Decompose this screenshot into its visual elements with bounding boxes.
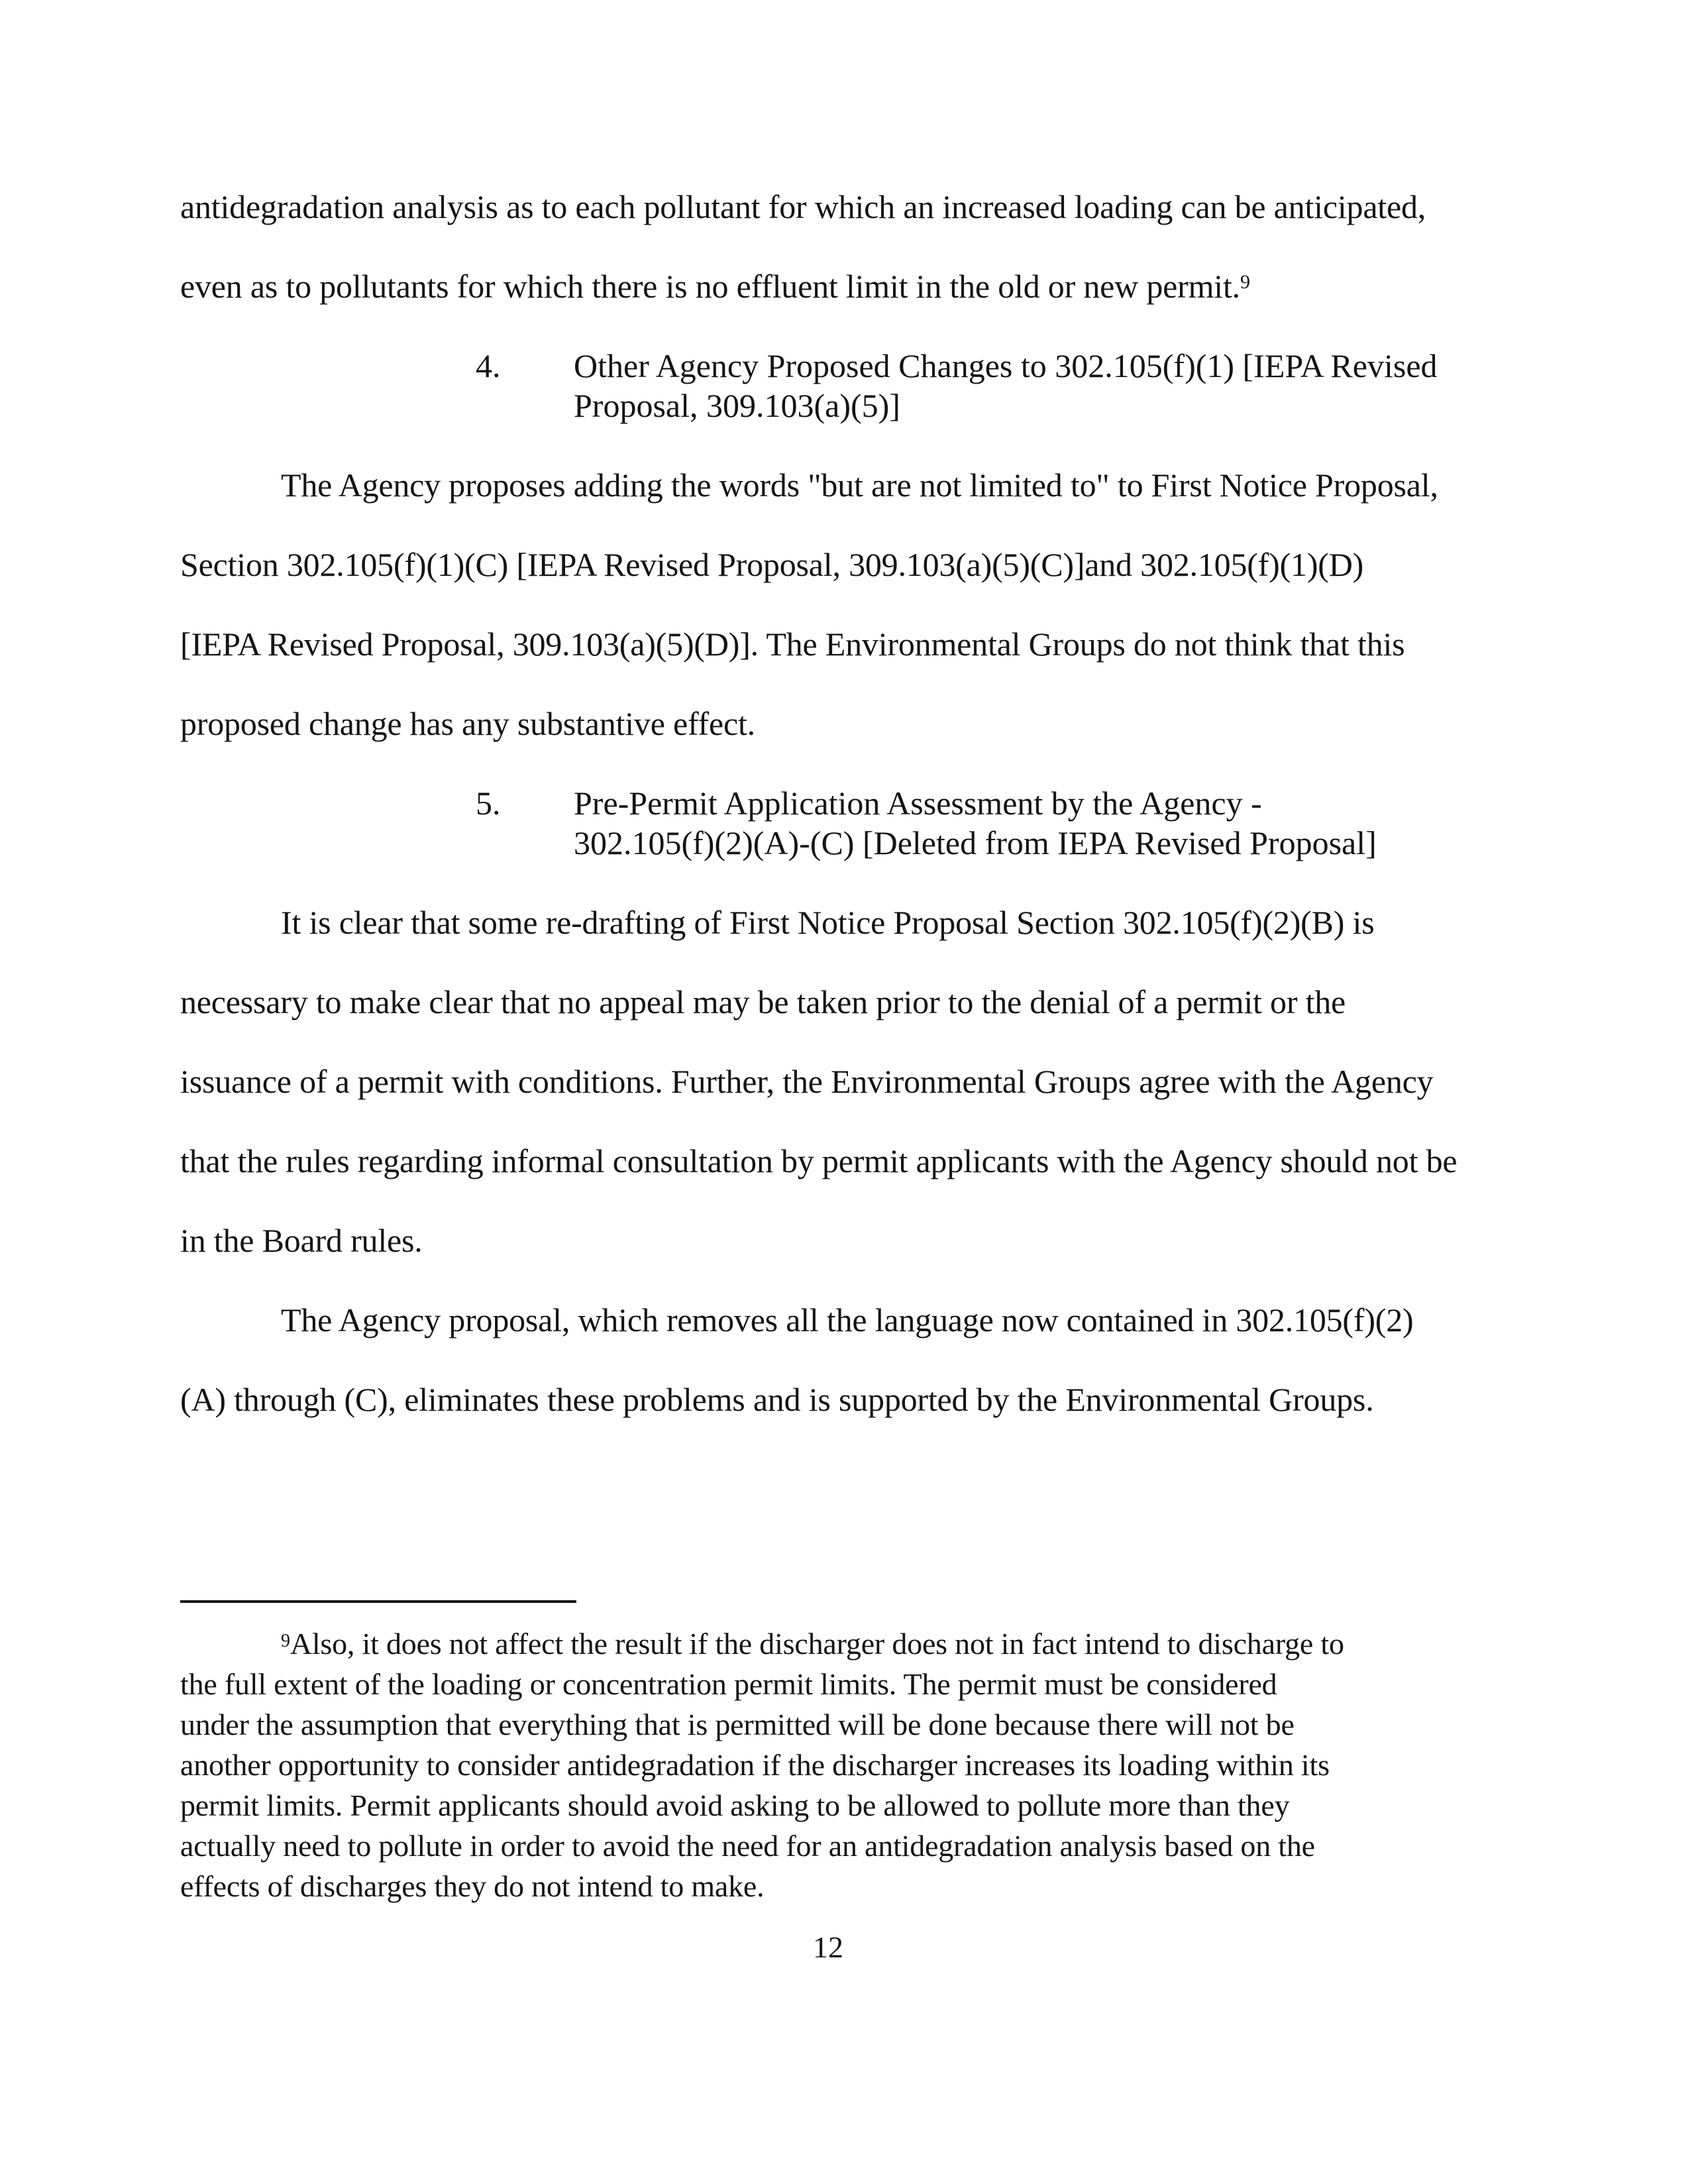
section-title: Pre-Permit Application Assessment by the Agency - 302.105(f)(2)(A)-(C) [Deleted from IEPA Revised Proposal] xyxy=(574,785,1377,861)
body-line: The Agency proposes adding the words "but are not limited to" to First Notice Proposal, xyxy=(281,466,1438,504)
footnote-line: effects of discharges they do not intend to make. xyxy=(180,1869,765,1903)
footnote-line: under the assumption that everything that is permitted will be done because there will not be xyxy=(180,1708,1295,1741)
section-title: Other Agency Proposed Changes to 302.105(f)(1) [IEPA Revised Proposal, 309.103(a)(5)] xyxy=(574,347,1438,424)
body-line: necessary to make clear that no appeal may be taken prior to the denial of a permit or the xyxy=(180,983,1346,1020)
body-line: Section 302.105(f)(1)(C) [IEPA Revised Proposal, 309.103(a)(5)(C)]and 302.105(f)(1)(D) xyxy=(180,546,1364,583)
body-line: proposed change has any substantive effect. xyxy=(180,705,755,742)
body-line: (A) through (C), eliminates these problems and is supported by the Environmental Groups. xyxy=(180,1381,1374,1418)
body-line: even as to pollutants for which there is no effluent limit in the old or new permit.$^9$ xyxy=(180,268,1250,305)
footnote-line: actually need to pollute in order to avoid the need for an antidegradation analysis based on the xyxy=(180,1829,1315,1863)
footnote-reference: 9 xyxy=(1240,271,1250,293)
page-number: 12 xyxy=(813,1930,843,1964)
footnote-mark: 9 xyxy=(281,1631,290,1651)
body-line: antidegradation analysis as to each pollutant for which an increased loading can be anticipated, xyxy=(180,188,1426,225)
section-number: 5. xyxy=(476,785,501,822)
footnote-line: another opportunity to consider antidegradation if the discharger increases its loading within its xyxy=(180,1748,1330,1782)
body-line: The Agency proposal, which removes all the language now contained in 302.105(f)(2) xyxy=(281,1301,1414,1338)
body-line: that the rules regarding informal consultation by permit applicants with the Agency should not be xyxy=(180,1142,1458,1179)
body-line: [IEPA Revised Proposal, 309.103(a)(5)(D)]. The Environmental Groups do not think that this xyxy=(180,626,1405,663)
body-line: in the Board rules. xyxy=(180,1222,423,1259)
section-number: 4. xyxy=(476,347,501,384)
footnote-line: $^9$Also, it does not affect the result if the discharger does not in fact intend to discharge to xyxy=(281,1627,1344,1661)
footnote-separator xyxy=(180,1600,576,1603)
footnote-line: the full extent of the loading or concentration permit limits. The permit must be considered xyxy=(180,1667,1277,1701)
body-line: It is clear that some re-drafting of First Notice Proposal Section 302.105(f)(2)(B) is xyxy=(281,904,1375,941)
footnote-line: permit limits. Permit applicants should avoid asking to be allowed to pollute more than they xyxy=(180,1788,1290,1822)
body-line: issuance of a permit with conditions. Further, the Environmental Groups agree with the Agency xyxy=(180,1063,1434,1100)
